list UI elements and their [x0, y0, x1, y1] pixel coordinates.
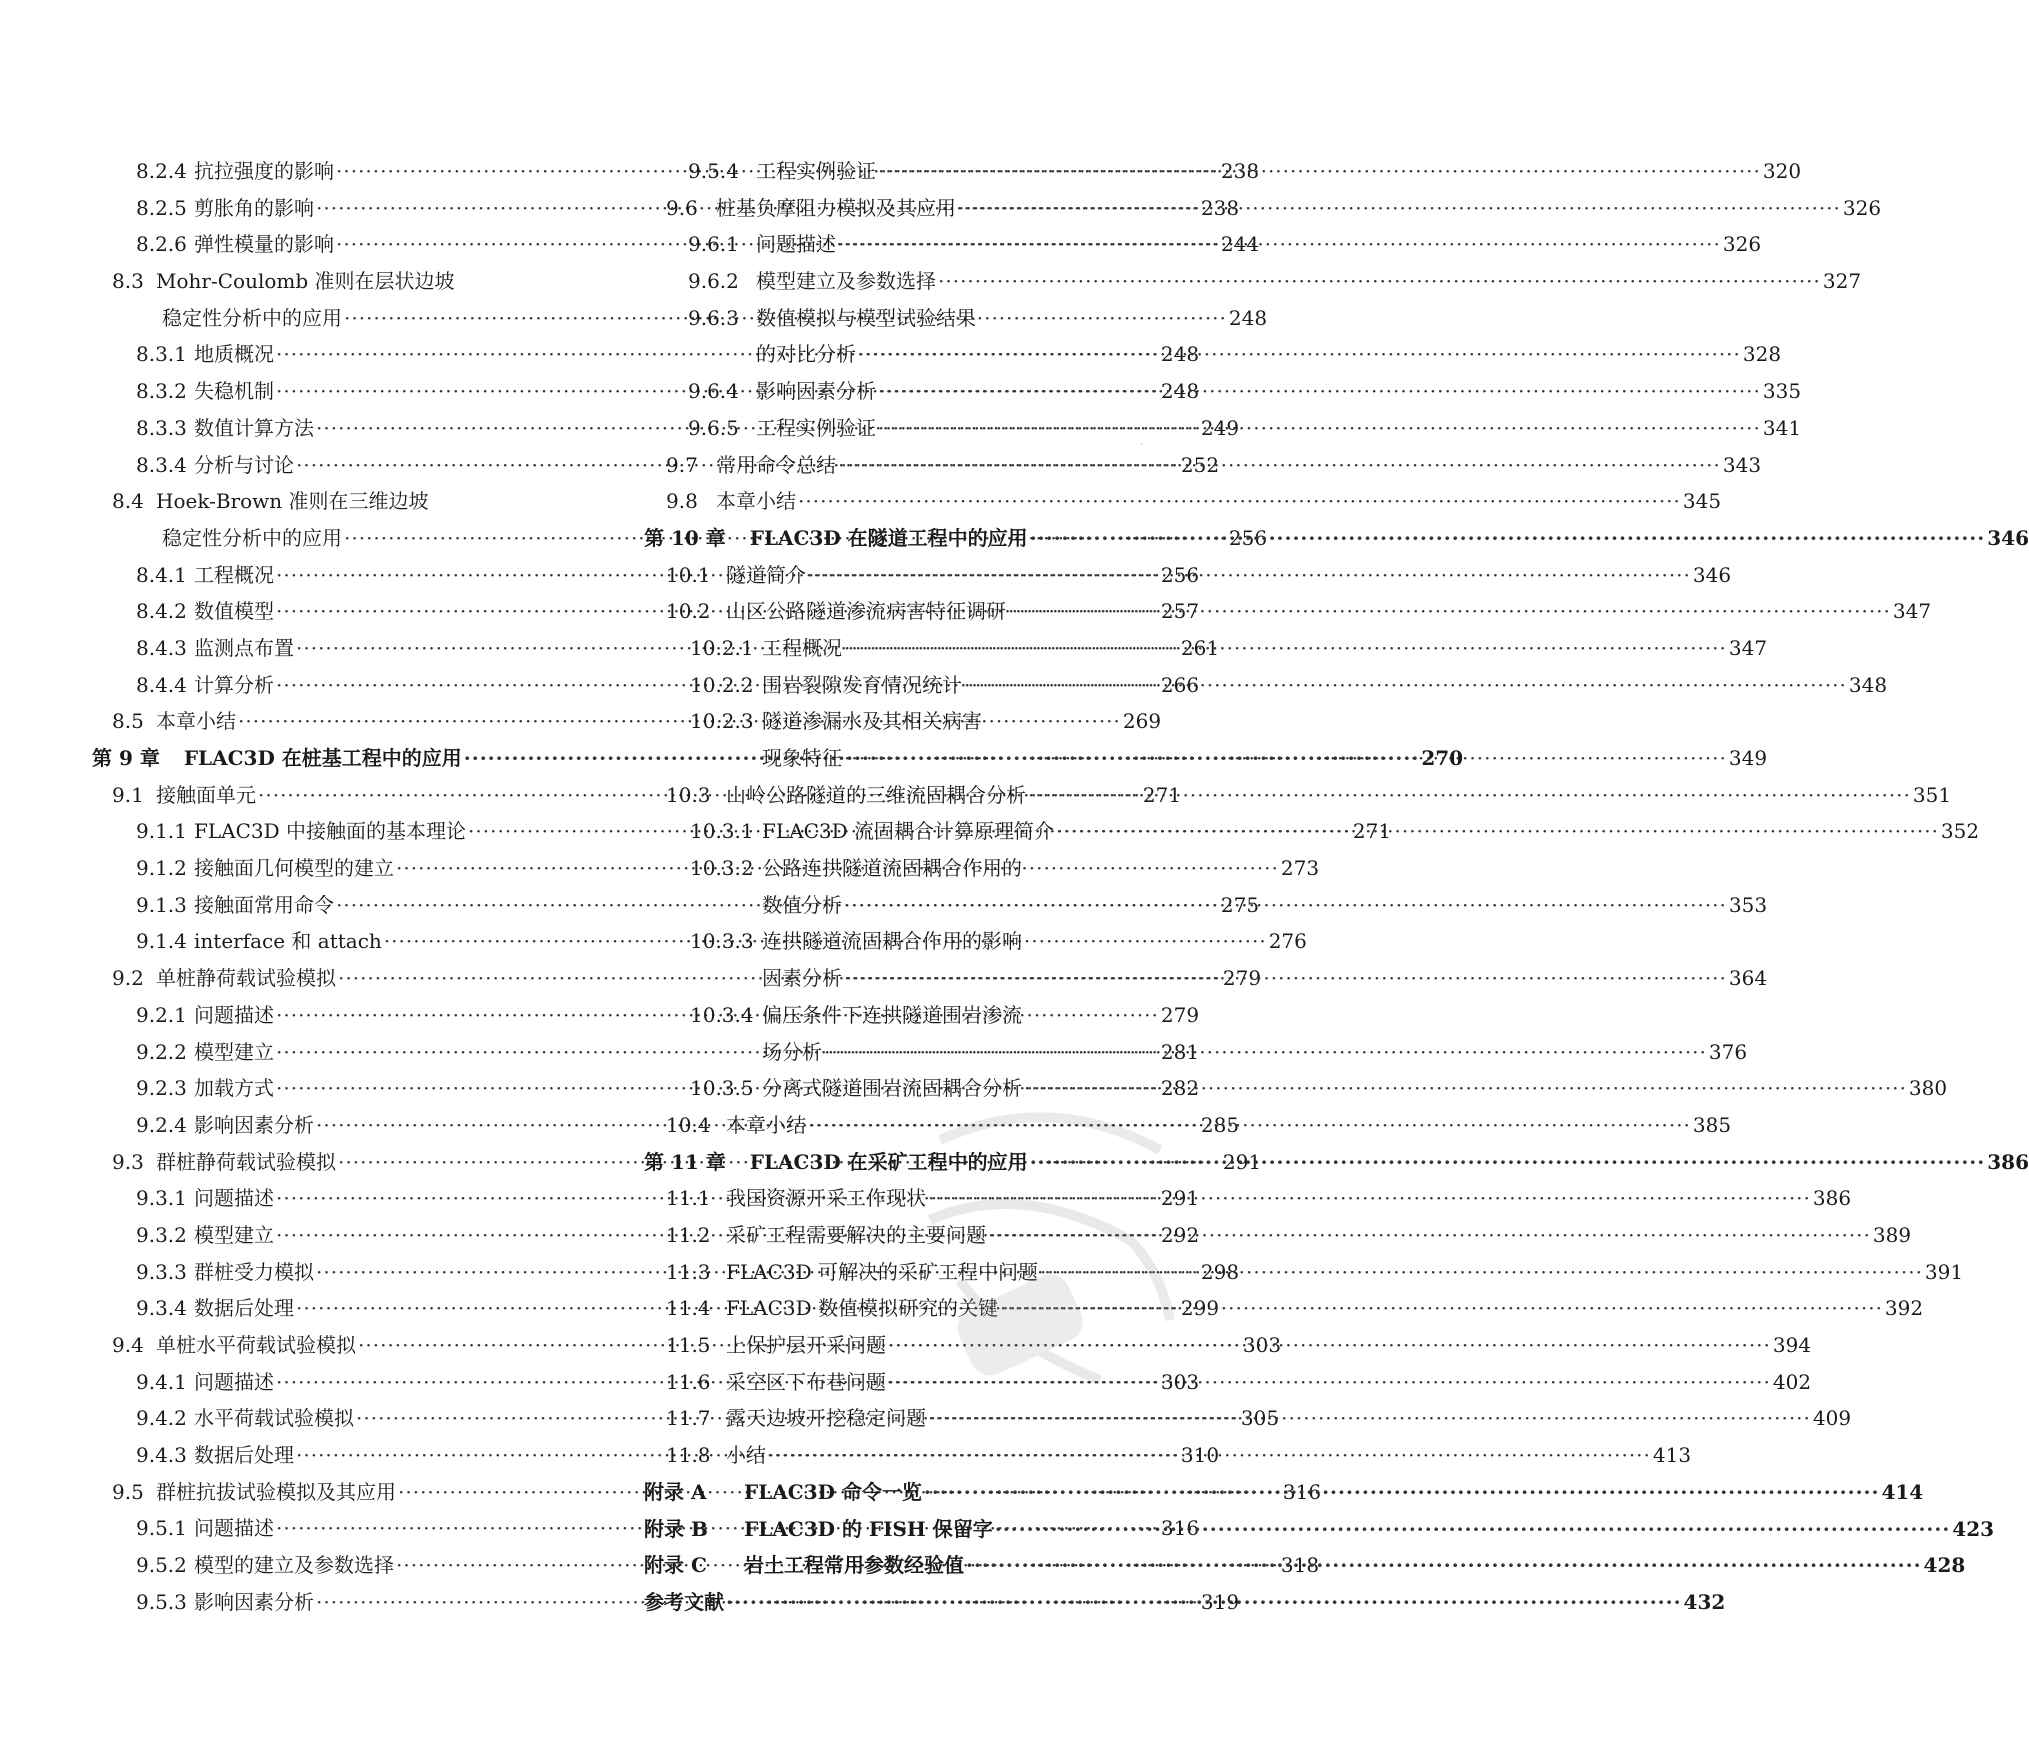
entry-title: 偏压条件下连拱隧道围岩渗流 — [762, 1002, 1022, 1027]
page-number: 423 — [1952, 1516, 1995, 1541]
page-number: 248 — [1160, 379, 1200, 404]
entry-title: 问题描述 — [194, 1369, 274, 1394]
page-number: 310 — [1180, 1443, 1220, 1468]
entry-number: 9.3.4 — [136, 1296, 187, 1321]
entry-title: 常用命令总结 — [716, 452, 836, 477]
entry-number: 9.2.4 — [136, 1112, 187, 1137]
page-number: 392 — [1884, 1296, 1924, 1321]
page-number: 380 — [1908, 1076, 1948, 1101]
entry-number: 9.8 — [666, 489, 698, 514]
entry-title: FLAC3D 数值模拟研究的关键 — [726, 1296, 999, 1321]
entry-number: 第 10 章 — [644, 525, 726, 550]
page-number: 271 — [1352, 819, 1392, 844]
entry-title: 我国资源开采工作现状 — [726, 1186, 926, 1211]
entry-title: Hoek-Brown 准则在三维边坡 — [156, 489, 429, 514]
entry-number: 8.2.6 — [136, 232, 187, 257]
dot-leader — [844, 887, 1727, 924]
page-number: 389 — [1872, 1223, 1912, 1248]
entry-title: 失稳机制 — [194, 379, 274, 404]
page-number: 276 — [1268, 929, 1307, 954]
entry-number: 9.4.2 — [136, 1406, 187, 1431]
dot-leader — [838, 447, 1721, 484]
entry-title: FLAC3D 流固耦合计算原理简介 — [762, 819, 1055, 844]
page-number: 335 — [1762, 379, 1802, 404]
page-number: 409 — [1812, 1406, 1852, 1431]
page-number: 316 — [1160, 1516, 1200, 1541]
page-number: 432 — [1683, 1589, 1726, 1614]
entry-title: 采矿工程需要解决的主要问题 — [726, 1223, 986, 1248]
entry-number: 8.3.3 — [136, 415, 187, 440]
entry-number: 9.1.4 — [136, 929, 187, 954]
entry-title: 隧道简介 — [726, 562, 806, 587]
page-number: 279 — [1160, 1002, 1200, 1027]
page-number: 347 — [1728, 635, 1768, 660]
entry-number: 8.4.2 — [136, 599, 187, 624]
entry-number: 第 11 章 — [644, 1149, 726, 1174]
page-number: 414 — [1881, 1479, 1924, 1504]
entry-title: 小结 — [726, 1443, 766, 1468]
entry-title: 本章小结 — [726, 1112, 806, 1137]
entry-title: 群桩抗拔试验模拟及其应用 — [156, 1479, 396, 1504]
entry-title: 抗拉强度的影响 — [194, 159, 334, 183]
entry-number: 9.4.1 — [136, 1369, 187, 1394]
entry-title: FLAC3D 可解决的采矿工程中问题 — [726, 1259, 1039, 1284]
entry-number: 8.2.5 — [136, 195, 187, 220]
entry-title: 影响因素分析 — [194, 1589, 314, 1614]
entry-number: 8.3.2 — [136, 379, 187, 404]
entry-title: 影响因素分析 — [194, 1112, 314, 1137]
page-number: 319 — [1200, 1589, 1240, 1614]
page-number: 275 — [1220, 892, 1260, 917]
page-number: 257 — [1160, 599, 1200, 624]
page-number: 256 — [1160, 562, 1200, 587]
entry-title: 工程实例验证 — [756, 159, 876, 183]
dot-leader — [924, 1474, 1880, 1511]
entry-number: 9.1 — [112, 782, 144, 807]
entry-number: 9.1.2 — [136, 856, 187, 881]
page-number: 349 — [1728, 746, 1768, 771]
entry-number: 9.5.3 — [136, 1589, 187, 1614]
entry-title-continued: 的对比分析 — [756, 342, 856, 367]
entry-title: interface 和 attach — [194, 929, 382, 954]
page-number: 299 — [1180, 1296, 1220, 1321]
page-number: 303 — [1160, 1369, 1200, 1394]
entry-title: 监测点布置 — [194, 635, 294, 660]
entry-number: 9.6 — [666, 195, 698, 220]
dot-leader — [808, 557, 1691, 594]
entry-title: 隧道渗漏水及其相关病害 — [762, 709, 982, 734]
page-number: 279 — [1222, 966, 1262, 991]
dot-leader — [858, 336, 1741, 373]
dot-leader — [768, 1437, 1651, 1474]
entry-title: 岩土工程常用参数经验值 — [744, 1553, 964, 1578]
page-number: 402 — [1772, 1369, 1812, 1394]
dot-leader — [798, 483, 1681, 520]
entry-title: 问题描述 — [756, 232, 836, 257]
dot-leader — [844, 960, 1727, 997]
page-number: 394 — [1772, 1333, 1812, 1358]
entry-number: 9.6.1 — [688, 232, 739, 257]
entry-number: 9.3.3 — [136, 1259, 187, 1284]
entry-number: 8.3 — [112, 269, 144, 294]
entry-number: 10.3.5 — [690, 1076, 754, 1101]
entry-number: 8.4.4 — [136, 672, 187, 697]
entry-title-continued: 场分析 — [762, 1039, 822, 1064]
page-number: 298 — [1200, 1259, 1240, 1284]
entry-title: 模型的建立及参数选择 — [194, 1553, 394, 1578]
page-number: 256 — [1228, 525, 1268, 550]
entry-title: 接触面单元 — [156, 782, 256, 807]
entry-number: 8.4.1 — [136, 562, 187, 587]
page-number: 261 — [1180, 635, 1220, 660]
page-number: 346 — [1987, 525, 2029, 550]
entry-number: 9.1.3 — [136, 892, 187, 917]
dot-leader — [928, 1400, 1811, 1437]
entry-number: 11.4 — [666, 1296, 711, 1321]
entry-title-continued: 因素分析 — [762, 966, 842, 991]
entry-title: 参考文献 — [644, 1589, 724, 1614]
entry-title: FLAC3D 的 FISH 保留字 — [744, 1516, 993, 1541]
entry-number: 11.3 — [666, 1259, 711, 1284]
page-number: 352 — [1940, 819, 1980, 844]
entry-title: 数值模拟与模型试验结果 — [756, 305, 976, 330]
entry-title: 桩基负摩阻力模拟及其应用 — [716, 195, 956, 220]
page-number: 273 — [1280, 856, 1320, 881]
entry-title: 露天边坡开挖稳定问题 — [726, 1406, 926, 1431]
dot-leader — [1056, 813, 1939, 850]
entry-title: 本章小结 — [716, 489, 796, 514]
dot-leader — [1040, 1254, 1923, 1291]
entry-number: 9.2.3 — [136, 1076, 187, 1101]
entry-title: 工程概况 — [762, 635, 842, 660]
dot-leader — [1028, 777, 1911, 814]
dot-leader — [888, 1327, 1771, 1364]
entry-title: 连拱隧道流固耦合作用的影响 — [762, 929, 1022, 954]
entry-number: 9.6.3 — [688, 305, 739, 330]
entry-number: 11.2 — [666, 1223, 711, 1248]
entry-number: 9.2 — [112, 966, 144, 991]
entry-number: 附录 A — [644, 1479, 707, 1504]
page-number: 376 — [1708, 1039, 1748, 1064]
entry-title: 数据后处理 — [194, 1296, 294, 1321]
dot-leader — [964, 667, 1847, 704]
entry-number: 11.7 — [666, 1406, 711, 1431]
entry-number: 8.3.4 — [136, 452, 187, 477]
entry-number: 8.5 — [112, 709, 144, 734]
entry-title: 数值计算方法 — [194, 415, 314, 440]
entry-title: 本章小结 — [156, 709, 236, 734]
entry-title: 接触面常用命令 — [194, 892, 334, 917]
dot-leader — [1000, 1290, 1883, 1327]
entry-number: 8.2.4 — [136, 159, 187, 183]
entry-number: 10.3.2 — [690, 856, 754, 881]
entry-title: 剪胀角的影响 — [194, 195, 314, 220]
entry-number: 10.2.1 — [690, 635, 754, 660]
entry-number: 10.4 — [666, 1112, 711, 1137]
entry-title: 山岭公路隧道的三维流固耦合分析 — [726, 782, 1026, 807]
entry-number: 9.6.5 — [688, 415, 739, 440]
entry-number: 10.2 — [666, 599, 711, 624]
dot-leader — [1008, 593, 1891, 630]
entry-number: 8.4 — [112, 489, 144, 514]
entry-number: 10.3.3 — [690, 929, 754, 954]
page-number: 346 — [1692, 562, 1732, 587]
entry-title-continued: 稳定性分析中的应用 — [162, 525, 342, 550]
entry-title: 加载方式 — [194, 1076, 274, 1101]
entry-number: 10.2.3 — [690, 709, 754, 734]
entry-number: 9.3.2 — [136, 1222, 187, 1247]
dot-leader — [1030, 520, 1986, 557]
entry-number: 9.4 — [112, 1333, 144, 1358]
entry-number: 9.6.2 — [688, 269, 739, 294]
page-number: 348 — [1848, 672, 1888, 697]
page-number: 413 — [1652, 1443, 1692, 1468]
entry-number: 10.1 — [666, 562, 711, 587]
page-number: 292 — [1160, 1222, 1200, 1247]
dot-leader — [844, 630, 1727, 667]
dot-leader — [888, 1364, 1771, 1401]
entry-title: 计算分析 — [194, 672, 274, 697]
page-number: 252 — [1180, 452, 1220, 477]
page-number: 326 — [1842, 195, 1882, 220]
page-number: 266 — [1160, 672, 1200, 697]
dot-leader — [838, 226, 1721, 263]
page-number: 285 — [1200, 1112, 1240, 1137]
entry-title: 问题描述 — [194, 1516, 274, 1541]
page-number: 428 — [1923, 1553, 1966, 1578]
entry-number: 11.1 — [666, 1186, 711, 1211]
page-number: 291 — [1160, 1186, 1200, 1211]
entry-title: 模型建立及参数选择 — [756, 269, 936, 294]
entry-title: 单桩水平荷载试验模拟 — [156, 1333, 356, 1358]
dot-leader — [844, 740, 1727, 777]
entry-number: 11.6 — [666, 1369, 711, 1394]
dot-leader — [726, 1584, 1682, 1621]
page-number: 291 — [1222, 1149, 1262, 1174]
page-number: 248 — [1228, 305, 1268, 330]
dot-leader — [808, 1107, 1691, 1144]
page-number: 353 — [1728, 892, 1768, 917]
entry-title: 地质概况 — [194, 342, 274, 367]
dot-leader — [928, 1180, 1811, 1217]
entry-number: 10.3 — [666, 782, 711, 807]
entry-number: 10.3.1 — [690, 819, 754, 844]
entry-title: 群桩受力模拟 — [194, 1259, 314, 1284]
page-number: 347 — [1892, 599, 1932, 624]
entry-number: 9.5 — [112, 1479, 144, 1504]
entry-number: 9.7 — [666, 452, 698, 477]
entry-title: 数据后处理 — [194, 1443, 294, 1468]
entry-title: 问题描述 — [194, 1002, 274, 1027]
page-number: 318 — [1280, 1553, 1320, 1578]
entry-title: 公路连拱隧道流固耦合作用的 — [762, 856, 1022, 881]
dot-leader — [958, 190, 1841, 227]
entry-title: 模型建立 — [194, 1039, 274, 1064]
entry-number: 8.4.3 — [136, 635, 187, 660]
page-number: 305 — [1240, 1406, 1280, 1431]
page-number: 386 — [1812, 1186, 1852, 1211]
entry-number: 附录 B — [644, 1516, 708, 1541]
page-number: 385 — [1692, 1112, 1732, 1137]
entry-title: 采空区下布巷问题 — [726, 1369, 886, 1394]
entry-title: 工程概况 — [194, 562, 274, 587]
page-number: 386 — [1987, 1149, 2029, 1174]
entry-title: 分离式隧道围岩流固耦合分析 — [762, 1076, 1022, 1101]
page-number: 320 — [1762, 159, 1802, 183]
page-number: 282 — [1160, 1076, 1200, 1101]
page-number: 303 — [1242, 1333, 1282, 1358]
page-number: 345 — [1682, 489, 1722, 514]
page-number: 281 — [1160, 1039, 1200, 1064]
entry-title-continued: 数值分析 — [762, 892, 842, 917]
page-number: 341 — [1762, 415, 1802, 440]
entry-number: 9.4.3 — [136, 1443, 187, 1468]
entry-title: Mohr-Coulomb 准则在层状边坡 — [156, 269, 455, 294]
page-number: 248 — [1160, 342, 1200, 367]
dot-leader — [878, 373, 1761, 410]
entry-title: 分析与讨论 — [194, 452, 294, 477]
page-number: 391 — [1924, 1259, 1964, 1284]
entry-number: 9.5.1 — [136, 1516, 187, 1541]
entry-number: 9.2.2 — [136, 1039, 187, 1064]
entry-number: 8.3.1 — [136, 342, 187, 367]
page-number: 328 — [1742, 342, 1782, 367]
entry-title-continued: 现象特征 — [762, 746, 842, 771]
dot-leader — [938, 263, 1821, 300]
entry-title: FLAC3D 在桩基工程中的应用 — [183, 746, 462, 771]
page-number: 351 — [1912, 782, 1952, 807]
entry-number: 9.5.2 — [136, 1553, 187, 1578]
page-number: 271 — [1142, 782, 1182, 807]
dot-leader — [1024, 1070, 1907, 1107]
entry-title-continued: 稳定性分析中的应用 — [162, 305, 342, 330]
page-number: 343 — [1722, 452, 1762, 477]
entry-title: 接触面几何模型的建立 — [194, 856, 394, 881]
entry-title: 问题描述 — [194, 1186, 274, 1211]
scan-speck: · — [1140, 440, 1144, 451]
entry-title: FLAC3D 命令一览 — [744, 1479, 922, 1504]
page-number: 326 — [1722, 232, 1762, 257]
dot-leader — [878, 153, 1761, 190]
entry-number: 9.3.1 — [136, 1186, 187, 1211]
dot-leader — [824, 1034, 1707, 1071]
entry-title: 工程实例验证 — [756, 415, 876, 440]
toc-entry[interactable] — [644, 483, 1722, 520]
dot-leader — [988, 1217, 1871, 1254]
entry-title: FLAC3D 在隧道工程中的应用 — [749, 525, 1028, 550]
toc-entry[interactable] — [644, 263, 1862, 300]
dot-leader — [995, 1511, 1951, 1548]
page-number: 238 — [1220, 159, 1260, 183]
entry-title: 山区公路隧道渗流病害特征调研 — [726, 599, 1006, 624]
page-number: 327 — [1822, 269, 1862, 294]
page-number: 316 — [1282, 1479, 1322, 1504]
page-number: 270 — [1421, 746, 1464, 771]
dot-leader — [1030, 1144, 1986, 1181]
page-number: 238 — [1200, 195, 1240, 220]
entry-number: 9.6.4 — [688, 379, 739, 404]
entry-title: 影响因素分析 — [756, 379, 876, 404]
page-number: 249 — [1200, 415, 1240, 440]
entry-number: 9.2.1 — [136, 1002, 187, 1027]
entry-title: 单桩静荷载试验模拟 — [156, 966, 336, 991]
entry-number: 9.1.1 — [136, 819, 187, 844]
entry-number: 10.3.4 — [690, 1002, 754, 1027]
dot-leader — [966, 1547, 1922, 1584]
entry-title: 群桩静荷载试验模拟 — [156, 1149, 336, 1174]
entry-title: 弹性模量的影响 — [194, 232, 334, 257]
entry-title: 围岩裂隙发育情况统计 — [762, 672, 962, 697]
entry-number: 第 9 章 — [92, 746, 160, 771]
entry-title: 上保护层开采问题 — [726, 1333, 886, 1358]
entry-title: 水平荷载试验模拟 — [194, 1406, 354, 1431]
entry-number: 11.5 — [666, 1333, 711, 1358]
page-number: 364 — [1728, 966, 1768, 991]
entry-number: 9.3 — [112, 1149, 144, 1174]
page-number: 269 — [1122, 709, 1162, 734]
dot-leader — [878, 410, 1761, 447]
entry-number: 10.2.2 — [690, 672, 754, 697]
entry-number: 9.5.4 — [688, 159, 739, 183]
entry-number: 11.8 — [666, 1443, 711, 1468]
page-number: 244 — [1220, 232, 1260, 257]
entry-title: FLAC3D 在采矿工程中的应用 — [749, 1149, 1028, 1174]
entry-title: FLAC3D 中接触面的基本理论 — [194, 819, 467, 844]
entry-number: 附录 C — [644, 1553, 707, 1578]
entry-title: 模型建立 — [194, 1222, 274, 1247]
entry-title: 数值模型 — [194, 599, 274, 624]
